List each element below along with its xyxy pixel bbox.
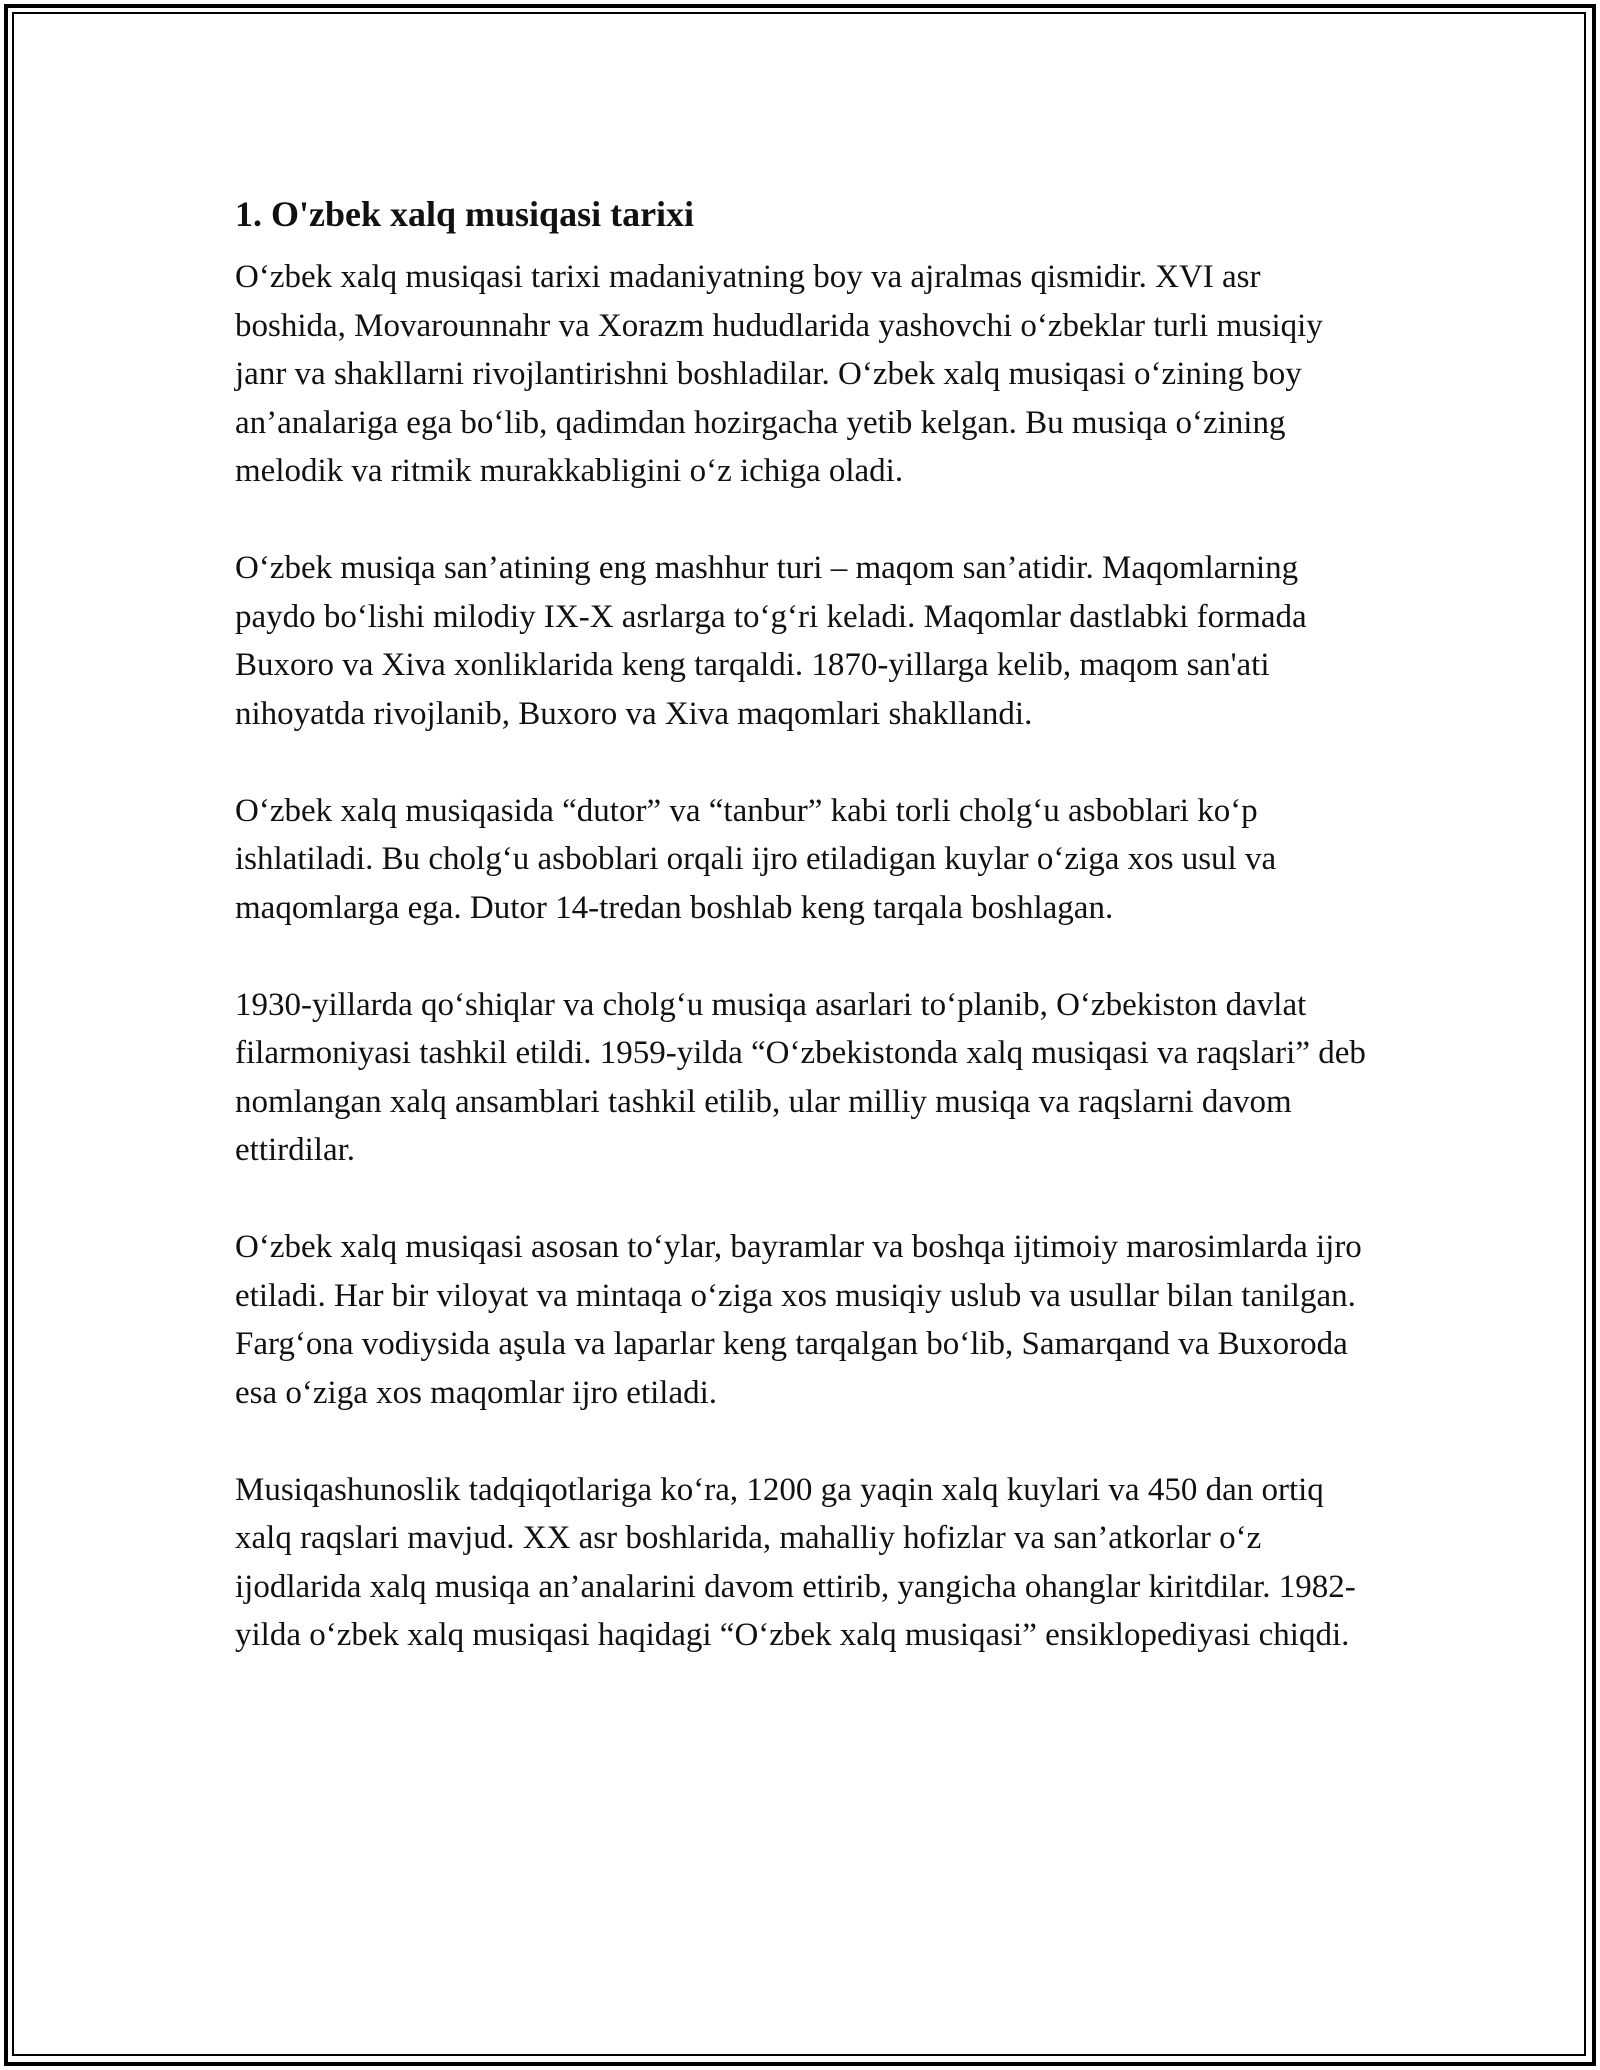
paragraph-6: Musiqashunoslik tadqiqotlariga ko‘ra, 1200 ga yaqin xalq kuylari va 450 dan ortiq xalq raqslari mavjud. XX asr boshlarida, mahalliy hofizlar va san’atkorlar o‘z ijodlarida xalq musiqa an’analarini davom ettirib, yangicha ohanglar kiritdilar. 1982-yilda o‘zbek xalq musiqasi haqidagi “O‘zbek xalq musiqasi” ensiklopediyasi chiqdi.: [235, 1471, 1356, 1653]
paragraph-2: O‘zbek musiqa san’atining eng mashhur turi – maqom san’atidir. Maqomlarning paydo bo‘lishi milodiy IX-X asrlarga to‘g‘ri keladi. Maqomlar dastlabki formada Buxoro va Xiva xonliklarida keng tarqaldi. 1870-yillarga kelib, maqom san'ati nihoyatda rivojlanib, Buxoro va Xiva maqomlari shakllandi.: [235, 550, 1307, 732]
document-title: 1. O'zbek xalq musiqasi tarixi: [235, 194, 695, 234]
document-body: [235, 185, 1375, 1708]
paragraph-5: O‘zbek xalq musiqasi asosan to‘ylar, bayramlar va boshqa ijtimoiy marosimlarda ijro etiladi. Har bir viloyat va mintaqa o‘ziga xos musiqiy uslub va usullar bilan tanilgan. Farg‘ona vodiysida aşula va laparlar keng tarqalgan bo‘lib, Samarqand va Buxoroda esa o‘ziga xos maqomlar ijro etiladi.: [235, 1229, 1362, 1411]
paragraph-1: O‘zbek xalq musiqasi tarixi madaniyatning boy va ajralmas qismidir. XVI asr boshida, Movarounnahr va Xorazm hududlarida yashovchi o‘zbeklar turli musiqiy janr va shakllarni rivojlantirishni boshladilar. O‘zbek xalq musiqasi o‘zining boy an’analariga ega bo‘lib, qadimdan hozirgacha yetib kelgan. Bu musiqa o‘zining melodik va ritmik murakkabligini o‘z ichiga oladi.: [235, 259, 1323, 489]
paragraph-4: 1930-yillarda qo‘shiqlar va cholg‘u musiqa asarlari to‘planib, O‘zbekiston davlat filarmoniyasi tashkil etildi. 1959-yilda “O‘zbekistonda xalq musiqasi va raqslari” deb nomlangan xalq ansamblari tashkil etilib, ular milliy musiqa va raqslarni davom ettirdilar.: [235, 986, 1366, 1168]
paragraph-3: O‘zbek xalq musiqasida “dutor” va “tanbur” kabi torli cholg‘u asboblari ko‘p ishlatiladi. Bu cholg‘u asboblari orqali ijro etiladigan kuylar o‘ziga xos usul va maqomlarga ega. Dutor 14-tredan boshlab keng tarqala boshlagan.: [235, 792, 1277, 926]
